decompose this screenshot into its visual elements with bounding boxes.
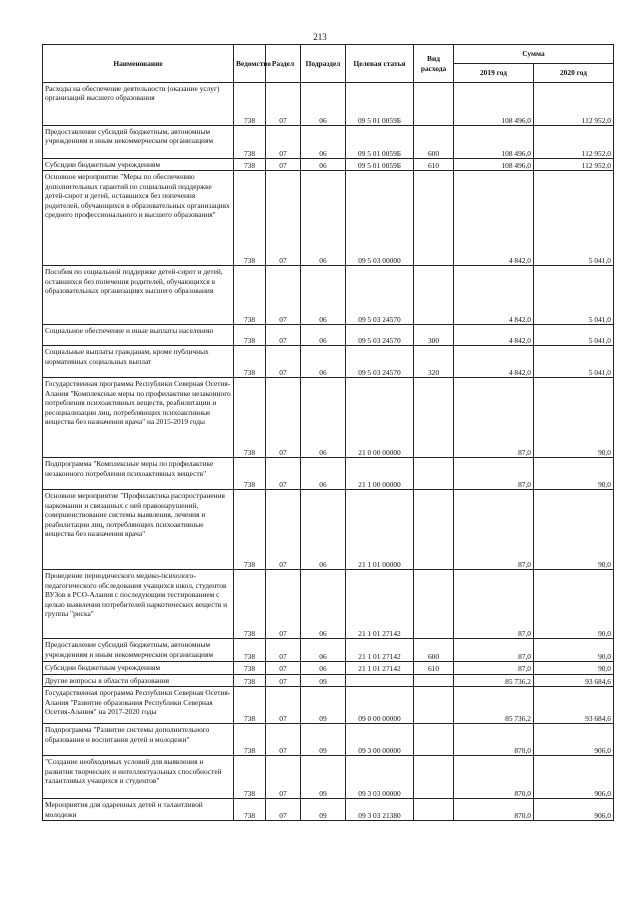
table-body bbox=[43, 83, 614, 821]
row-target: 09 5 01 0059Б bbox=[346, 126, 414, 159]
row-2019: 87,0 bbox=[454, 570, 534, 639]
row-vedomstvo: 738 bbox=[234, 171, 266, 266]
row-2019: 85 736,2 bbox=[454, 674, 534, 686]
row-target: 21 0 00 00000 bbox=[346, 378, 414, 458]
table-row bbox=[43, 662, 614, 674]
row-vedomstvo: 738 bbox=[234, 674, 266, 686]
row-razdel: 07 bbox=[266, 83, 301, 126]
row-target: 21 1 01 27142 bbox=[346, 662, 414, 674]
row-vedomstvo: 738 bbox=[234, 346, 266, 378]
budget-table bbox=[42, 44, 614, 821]
row-target: 09 5 01 0059Б bbox=[346, 83, 414, 126]
row-razdel: 07 bbox=[266, 724, 301, 756]
header-summa: Сумма bbox=[454, 45, 614, 64]
row-razdel: 07 bbox=[266, 799, 301, 821]
table-row bbox=[43, 346, 614, 378]
row-2020: 5 041,0 bbox=[534, 266, 614, 325]
row-vid: 320 bbox=[414, 346, 454, 378]
row-name: "Создание необходимых условий для выявления и развития творческих и интеллектуальных способностей талантливых учащихся и студентов" bbox=[43, 756, 234, 799]
row-name: Субсидии бюджетным учреждениям bbox=[43, 159, 234, 171]
row-razdel: 07 bbox=[266, 687, 301, 724]
row-2020: 5 041,0 bbox=[534, 325, 614, 346]
row-2019: 87,0 bbox=[454, 378, 534, 458]
row-name: Социальное обеспечение и иные выплаты населению bbox=[43, 325, 234, 346]
row-2019: 108 496,0 bbox=[454, 83, 534, 126]
row-2020: 112 952,0 bbox=[534, 126, 614, 159]
row-target: 09 5 03 24570 bbox=[346, 346, 414, 378]
row-2020: 5 041,0 bbox=[534, 346, 614, 378]
row-vid: 610 bbox=[414, 159, 454, 171]
row-2020: 90,0 bbox=[534, 378, 614, 458]
row-vedomstvo: 738 bbox=[234, 639, 266, 662]
row-razdel: 07 bbox=[266, 325, 301, 346]
row-target: 09 3 03 00000 bbox=[346, 756, 414, 799]
row-name: Мероприятия для одаренных детей и талантливой молодежи bbox=[43, 799, 234, 821]
table-row bbox=[43, 756, 614, 799]
row-vid bbox=[414, 799, 454, 821]
row-podrazdel: 06 bbox=[301, 83, 346, 126]
row-razdel: 07 bbox=[266, 490, 301, 570]
table-row bbox=[43, 83, 614, 126]
row-vid bbox=[414, 378, 454, 458]
row-razdel: 07 bbox=[266, 458, 301, 490]
row-2019: 4 842,0 bbox=[454, 325, 534, 346]
row-2020: 90,0 bbox=[534, 662, 614, 674]
row-2019: 870,0 bbox=[454, 724, 534, 756]
row-vid bbox=[414, 83, 454, 126]
row-2019: 4 842,0 bbox=[454, 266, 534, 325]
row-2020: 112 952,0 bbox=[534, 159, 614, 171]
row-vedomstvo: 738 bbox=[234, 724, 266, 756]
row-podrazdel: 06 bbox=[301, 490, 346, 570]
row-name: Основное мероприятие "Меры по обеспечению дополнительных гарантий по социальной поддержке детей-сирот и детей, оставшихся без попечения родителей, обучающихся в образовательных организациях среднего профессионального и высшего образования" bbox=[43, 171, 234, 266]
row-name: Расходы на обеспечение деятельности (оказание услуг) организаций высшего образования bbox=[43, 83, 234, 126]
row-vid bbox=[414, 724, 454, 756]
row-target: 09 5 03 24570 bbox=[346, 325, 414, 346]
row-podrazdel: 06 bbox=[301, 159, 346, 171]
row-target: 09 3 00 00000 bbox=[346, 724, 414, 756]
row-vedomstvo: 738 bbox=[234, 490, 266, 570]
row-vid: 600 bbox=[414, 126, 454, 159]
row-2019: 4 842,0 bbox=[454, 346, 534, 378]
page-number: 213 bbox=[313, 32, 327, 42]
row-vid bbox=[414, 171, 454, 266]
header-2019: 2019 год bbox=[454, 64, 534, 83]
row-2020: 906,0 bbox=[534, 724, 614, 756]
row-vid bbox=[414, 674, 454, 686]
row-name: Предоставление субсидий бюджетным, автономным учреждениям и иным некоммерческим организациям bbox=[43, 126, 234, 159]
table-row bbox=[43, 570, 614, 639]
row-2019: 87,0 bbox=[454, 639, 534, 662]
row-podrazdel: 09 bbox=[301, 674, 346, 686]
header-target: Целевая статья bbox=[346, 45, 414, 83]
row-vid bbox=[414, 570, 454, 639]
row-podrazdel: 06 bbox=[301, 266, 346, 325]
header-2020: 2020 год bbox=[534, 64, 614, 83]
row-2019: 87,0 bbox=[454, 662, 534, 674]
row-2020: 93 684,6 bbox=[534, 687, 614, 724]
row-2020: 90,0 bbox=[534, 639, 614, 662]
row-vedomstvo: 738 bbox=[234, 756, 266, 799]
table-row bbox=[43, 266, 614, 325]
row-2020: 112 952,0 bbox=[534, 83, 614, 126]
row-2020: 5 041,0 bbox=[534, 171, 614, 266]
row-vid: 600 bbox=[414, 639, 454, 662]
row-2020: 93 684,6 bbox=[534, 674, 614, 686]
table-row bbox=[43, 674, 614, 686]
row-vedomstvo: 738 bbox=[234, 799, 266, 821]
row-target: 09 0 00 00000 bbox=[346, 687, 414, 724]
table-row bbox=[43, 325, 614, 346]
row-razdel: 07 bbox=[266, 378, 301, 458]
header-name: Наименование bbox=[43, 45, 234, 83]
row-podrazdel: 06 bbox=[301, 126, 346, 159]
row-target: 21 1 01 27142 bbox=[346, 639, 414, 662]
table-row bbox=[43, 378, 614, 458]
row-podrazdel: 06 bbox=[301, 662, 346, 674]
row-name: Пособия по социальной поддержке детей-сирот и детей, оставшихся без попечения родителей, обучающихся в образовательных организациях высшего образования bbox=[43, 266, 234, 325]
row-razdel: 07 bbox=[266, 570, 301, 639]
header-razdel: Раздел bbox=[266, 45, 301, 83]
row-podrazdel: 06 bbox=[301, 378, 346, 458]
row-vid bbox=[414, 266, 454, 325]
row-vedomstvo: 738 bbox=[234, 378, 266, 458]
row-name: Государственная программа Республики Северная Осетия-Алания "Развитие образования Республики Северная Осетия-Алания" на 2017-2020 годы bbox=[43, 687, 234, 724]
row-vid bbox=[414, 490, 454, 570]
row-2019: 85 736,2 bbox=[454, 687, 534, 724]
table-row bbox=[43, 126, 614, 159]
row-razdel: 07 bbox=[266, 662, 301, 674]
table-row bbox=[43, 159, 614, 171]
row-name: Социальные выплаты гражданам, кроме публичных нормативных социальных выплат bbox=[43, 346, 234, 378]
row-name: Другие вопросы в области образования bbox=[43, 674, 234, 686]
row-vid: 300 bbox=[414, 325, 454, 346]
row-2019: 870,0 bbox=[454, 756, 534, 799]
row-podrazdel: 06 bbox=[301, 570, 346, 639]
row-2020: 90,0 bbox=[534, 458, 614, 490]
row-2019: 870,0 bbox=[454, 799, 534, 821]
table-row bbox=[43, 171, 614, 266]
row-name: Государственная программа Республики Северная Осетия-Алания "Комплексные меры по профилактике незаконного потребления психоактивных веществ, реабилитации и ресоциализации лиц, потребляющих психоактивные вещества без назначения врача" на 2015-2019 годы bbox=[43, 378, 234, 458]
row-razdel: 07 bbox=[266, 674, 301, 686]
row-podrazdel: 09 bbox=[301, 687, 346, 724]
table-row bbox=[43, 490, 614, 570]
row-name: Предоставление субсидий бюджетным, автономным учреждениям и иным некоммерческим организациям bbox=[43, 639, 234, 662]
row-vid bbox=[414, 756, 454, 799]
row-vedomstvo: 738 bbox=[234, 266, 266, 325]
row-vid bbox=[414, 458, 454, 490]
row-2020: 906,0 bbox=[534, 799, 614, 821]
row-razdel: 07 bbox=[266, 126, 301, 159]
table-row bbox=[43, 724, 614, 756]
row-name: Подпрограмма "Комплексные меры по профилактике незаконного потребления психоактивных веществ" bbox=[43, 458, 234, 490]
row-2019: 87,0 bbox=[454, 458, 534, 490]
row-razdel: 07 bbox=[266, 639, 301, 662]
row-vedomstvo: 738 bbox=[234, 83, 266, 126]
row-vedomstvo: 738 bbox=[234, 325, 266, 346]
row-podrazdel: 09 bbox=[301, 799, 346, 821]
row-target: 09 5 01 0059Б bbox=[346, 159, 414, 171]
header-vedomstvo: Ведомство bbox=[234, 45, 266, 83]
row-2019: 108 496,0 bbox=[454, 126, 534, 159]
row-razdel: 07 bbox=[266, 346, 301, 378]
row-vid: 610 bbox=[414, 662, 454, 674]
row-podrazdel: 09 bbox=[301, 724, 346, 756]
row-name: Проведение периодического медико-психолого-педагогического обследования учащихся школ, студентов ВУЗов в РСО-Алания с последующим тестированием с целью выявления потребителей наркотических веществ и группы "риска" bbox=[43, 570, 234, 639]
row-target: 21 1 01 00000 bbox=[346, 490, 414, 570]
row-2020: 90,0 bbox=[534, 570, 614, 639]
row-vedomstvo: 738 bbox=[234, 458, 266, 490]
row-target bbox=[346, 674, 414, 686]
table-row bbox=[43, 799, 614, 821]
row-vedomstvo: 738 bbox=[234, 159, 266, 171]
row-target: 09 3 03 21380 bbox=[346, 799, 414, 821]
row-target: 09 5 03 24570 bbox=[346, 266, 414, 325]
row-2019: 108 496,0 bbox=[454, 159, 534, 171]
row-vedomstvo: 738 bbox=[234, 570, 266, 639]
row-2019: 4 842,0 bbox=[454, 171, 534, 266]
table-row bbox=[43, 687, 614, 724]
row-podrazdel: 06 bbox=[301, 346, 346, 378]
row-target: 21 1 00 00000 bbox=[346, 458, 414, 490]
row-podrazdel: 09 bbox=[301, 756, 346, 799]
row-2019: 87,0 bbox=[454, 490, 534, 570]
row-razdel: 07 bbox=[266, 266, 301, 325]
row-razdel: 07 bbox=[266, 159, 301, 171]
row-name: Субсидии бюджетным учреждениям bbox=[43, 662, 234, 674]
row-razdel: 07 bbox=[266, 756, 301, 799]
row-razdel: 07 bbox=[266, 171, 301, 266]
row-target: 09 5 03 00000 bbox=[346, 171, 414, 266]
row-podrazdel: 06 bbox=[301, 325, 346, 346]
row-name: Основное мероприятие "Профилактика распространения наркомании и связанных с ней правонарушений, совершенствование системы выявления, лечения и реабилитации лиц, потребляющих психоактивные вещества без назначения врача" bbox=[43, 490, 234, 570]
row-vedomstvo: 738 bbox=[234, 126, 266, 159]
row-podrazdel: 06 bbox=[301, 458, 346, 490]
row-podrazdel: 06 bbox=[301, 171, 346, 266]
row-podrazdel: 06 bbox=[301, 639, 346, 662]
row-vedomstvo: 738 bbox=[234, 662, 266, 674]
header-podrazdel: Подраздел bbox=[301, 45, 346, 83]
table-row bbox=[43, 639, 614, 662]
row-target: 21 1 01 27142 bbox=[346, 570, 414, 639]
row-2020: 906,0 bbox=[534, 756, 614, 799]
row-2020: 90,0 bbox=[534, 490, 614, 570]
table-row bbox=[43, 458, 614, 490]
header-vid: Вид расхода bbox=[414, 45, 454, 83]
row-vid bbox=[414, 687, 454, 724]
row-vedomstvo: 738 bbox=[234, 687, 266, 724]
row-name: Подпрограмма "Развитие системы дополнительного образования и воспитания детей и молодежи" bbox=[43, 724, 234, 756]
